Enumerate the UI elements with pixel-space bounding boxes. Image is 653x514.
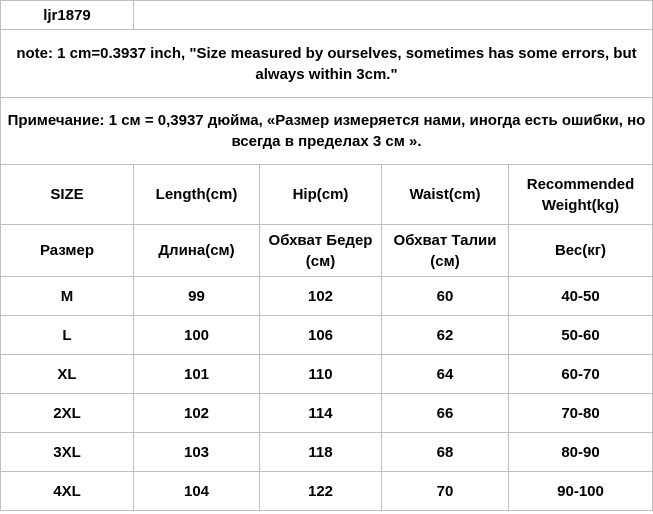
waist-cell: 64 [382, 355, 509, 394]
header-ru-row [1, 225, 653, 277]
length-cell: 104 [134, 472, 260, 511]
header-waist: Waist(cm) [382, 165, 509, 225]
header-size-ru: Размер [1, 225, 134, 277]
length-cell: 102 [134, 394, 260, 433]
table-row [1, 355, 653, 394]
length-cell: 100 [134, 316, 260, 355]
note-ru-row [1, 98, 653, 165]
header-en-row [1, 165, 653, 225]
length-cell: 99 [134, 277, 260, 316]
hip-cell: 122 [260, 472, 382, 511]
waist-cell: 60 [382, 277, 509, 316]
table-row [1, 472, 653, 511]
hip-cell: 106 [260, 316, 382, 355]
header-waist-ru: Обхват Талии (см) [382, 225, 509, 277]
table-row [1, 316, 653, 355]
note-english: note: 1 cm=0.3937 inch, "Size measured by ourselves, sometimes has some errors, but always within 3cm." [1, 30, 653, 98]
size-cell: M [1, 277, 134, 316]
weight-cell: 70-80 [509, 394, 653, 433]
hip-cell: 114 [260, 394, 382, 433]
product-code: ljr1879 [1, 1, 134, 30]
header-hip-ru: Обхват Бедер (см) [260, 225, 382, 277]
table-row [1, 277, 653, 316]
weight-cell: 90-100 [509, 472, 653, 511]
size-cell: XL [1, 355, 134, 394]
table-row [1, 394, 653, 433]
header-weight-ru: Вес(кг) [509, 225, 653, 277]
header-weight: Recommended Weight(kg) [509, 165, 653, 225]
size-cell: 4XL [1, 472, 134, 511]
waist-cell: 70 [382, 472, 509, 511]
header-length: Length(cm) [134, 165, 260, 225]
table-row [1, 433, 653, 472]
size-cell: L [1, 316, 134, 355]
note-russian: Примечание: 1 см = 0,3937 дюйма, «Размер измеряется нами, иногда есть ошибки, но всегда в пределах 3 см ». [1, 98, 653, 165]
length-cell: 101 [134, 355, 260, 394]
note-en-row [1, 30, 653, 98]
weight-cell: 40-50 [509, 277, 653, 316]
hip-cell: 110 [260, 355, 382, 394]
weight-cell: 80-90 [509, 433, 653, 472]
waist-cell: 68 [382, 433, 509, 472]
size-cell: 2XL [1, 394, 134, 433]
header-length-ru: Длина(см) [134, 225, 260, 277]
length-cell: 103 [134, 433, 260, 472]
hip-cell: 102 [260, 277, 382, 316]
weight-cell: 60-70 [509, 355, 653, 394]
hip-cell: 118 [260, 433, 382, 472]
waist-cell: 62 [382, 316, 509, 355]
weight-cell: 50-60 [509, 316, 653, 355]
waist-cell: 66 [382, 394, 509, 433]
code-row [1, 1, 653, 30]
header-hip: Hip(cm) [260, 165, 382, 225]
blank-cell [134, 1, 653, 30]
size-cell: 3XL [1, 433, 134, 472]
header-size: SIZE [1, 165, 134, 225]
